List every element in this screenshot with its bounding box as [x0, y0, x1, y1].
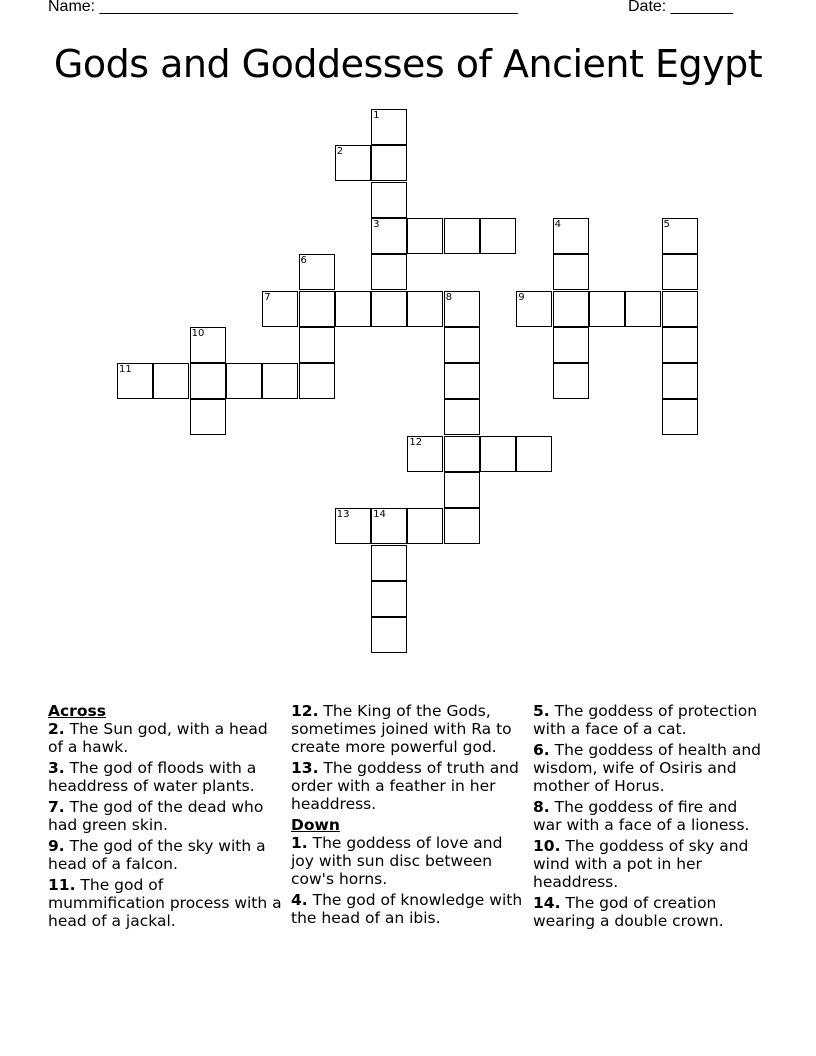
- grid-cell[interactable]: [662, 218, 698, 254]
- clues-column-2: [291, 702, 527, 930]
- grid-cell[interactable]: [553, 254, 589, 290]
- grid-cell[interactable]: [444, 472, 480, 508]
- date-field-label[interactable]: Date: _______: [628, 0, 733, 15]
- grid-cell[interactable]: [553, 363, 589, 399]
- grid-cell[interactable]: [444, 291, 480, 327]
- clue-across-2: 2. The Sun god, with a head of a hawk.: [48, 720, 268, 756]
- clue-down-4: 4. The god of knowledge with the head of an ibis.: [291, 891, 523, 927]
- clue-number: 11: [119, 364, 132, 376]
- clue-down-14: 14. The god of creation wearing a double crown.: [533, 894, 724, 930]
- clues-column-3: [533, 702, 769, 933]
- clue-number: 10: [191, 327, 205, 339]
- grid-cell[interactable]: [516, 291, 552, 327]
- grid-cell[interactable]: [625, 291, 661, 327]
- grid-cell[interactable]: [662, 291, 698, 327]
- grid-cell[interactable]: [407, 218, 443, 254]
- clue-number: 4: [554, 218, 561, 230]
- clue-across-3: 3. The god of floods with a headdress of water plants.: [48, 759, 257, 795]
- grid-cell[interactable]: [371, 581, 407, 617]
- clue-across-13: 13. The goddess of truth and order with a feather in her headdress.: [291, 759, 519, 813]
- grid-cell[interactable]: [480, 436, 516, 472]
- clue-number: 3: [373, 218, 380, 230]
- grid-cell[interactable]: [553, 291, 589, 327]
- clue-number: 7: [264, 291, 271, 303]
- grid-cell[interactable]: [226, 363, 262, 399]
- across-heading: Across: [48, 702, 106, 720]
- grid-cell[interactable]: [407, 291, 443, 327]
- clue-number: 14: [373, 509, 386, 521]
- grid-cell[interactable]: [553, 218, 589, 254]
- grid-cell[interactable]: [662, 254, 698, 290]
- clue-across-12: 12. The King of the Gods, sometimes joined with Ra to create more powerful god.: [291, 702, 512, 756]
- clue-number: 12: [409, 436, 423, 448]
- clue-number: 5: [663, 218, 670, 230]
- clue-number: 13: [336, 509, 350, 521]
- grid-cell[interactable]: [662, 399, 698, 435]
- grid-cell[interactable]: [407, 436, 443, 472]
- grid-cell[interactable]: [444, 218, 480, 254]
- grid-cell[interactable]: [190, 327, 226, 363]
- grid-cell[interactable]: [444, 508, 480, 544]
- grid-cell[interactable]: [371, 218, 407, 254]
- grid-cell[interactable]: [444, 363, 480, 399]
- grid-cell[interactable]: [589, 291, 625, 327]
- clue-down-5: 5. The goddess of protection with a face of a cat.: [533, 702, 758, 738]
- clue-across-7: 7. The god of the dead who had green skin.: [48, 798, 264, 834]
- clue-number: 6: [300, 255, 307, 267]
- grid-cell[interactable]: [262, 363, 298, 399]
- grid-cell[interactable]: [662, 363, 698, 399]
- grid-cell[interactable]: [371, 254, 407, 290]
- grid-cell[interactable]: [371, 291, 407, 327]
- clue-across-9: 9. The god of the sky with a head of a falcon.: [48, 837, 266, 873]
- grid-cell[interactable]: [299, 291, 335, 327]
- clues-column-1: [48, 702, 284, 933]
- clue-number: 9: [518, 291, 525, 303]
- grid-cell[interactable]: [444, 327, 480, 363]
- grid-cell[interactable]: [371, 182, 407, 218]
- clue-down-8: 8. The goddess of fire and war with a face of a lioness.: [533, 798, 750, 834]
- grid-cell[interactable]: [480, 218, 516, 254]
- grid-cell[interactable]: [299, 363, 335, 399]
- puzzle-title: Gods and Goddesses of Ancient Egypt: [53, 42, 763, 86]
- grid-cell[interactable]: [371, 109, 407, 145]
- grid-cell[interactable]: [371, 145, 407, 181]
- grid-cell[interactable]: [117, 363, 153, 399]
- grid-cell[interactable]: [371, 508, 407, 544]
- clue-number: 1: [373, 110, 380, 121]
- clue-number: 8: [445, 291, 453, 303]
- name-field-label[interactable]: Name: _______________________________________________: [48, 0, 518, 15]
- clue-down-6: 6. The goddess of health and wisdom, wife of Osiris and mother of Horus.: [533, 741, 762, 795]
- clue-across-11: 11. The god of mummification process with a head of a jackal.: [48, 876, 282, 930]
- grid-cell[interactable]: [190, 363, 226, 399]
- grid-cell[interactable]: [371, 545, 407, 581]
- grid-cell[interactable]: [553, 327, 589, 363]
- clue-number: 2: [336, 146, 344, 158]
- grid-cell[interactable]: [335, 145, 371, 181]
- grid-cell[interactable]: [444, 399, 480, 435]
- grid-cell[interactable]: [335, 291, 371, 327]
- grid-cell[interactable]: [190, 399, 226, 435]
- grid-cell[interactable]: [662, 327, 698, 363]
- grid-cell[interactable]: [335, 508, 371, 544]
- clue-down-1: 1. The goddess of love and joy with sun disc between cow's horns.: [291, 834, 503, 888]
- grid-cell[interactable]: [262, 291, 298, 327]
- grid-cell[interactable]: [516, 436, 552, 472]
- grid-cell[interactable]: [153, 363, 189, 399]
- grid-cell[interactable]: [371, 617, 407, 653]
- clue-down-10: 10. The goddess of sky and wind with a pot in her headdress.: [533, 837, 749, 891]
- grid-cell[interactable]: [299, 254, 335, 290]
- grid-cell[interactable]: [444, 436, 480, 472]
- grid-cell[interactable]: [407, 508, 443, 544]
- grid-cell[interactable]: [299, 327, 335, 363]
- down-heading: Down: [291, 816, 340, 834]
